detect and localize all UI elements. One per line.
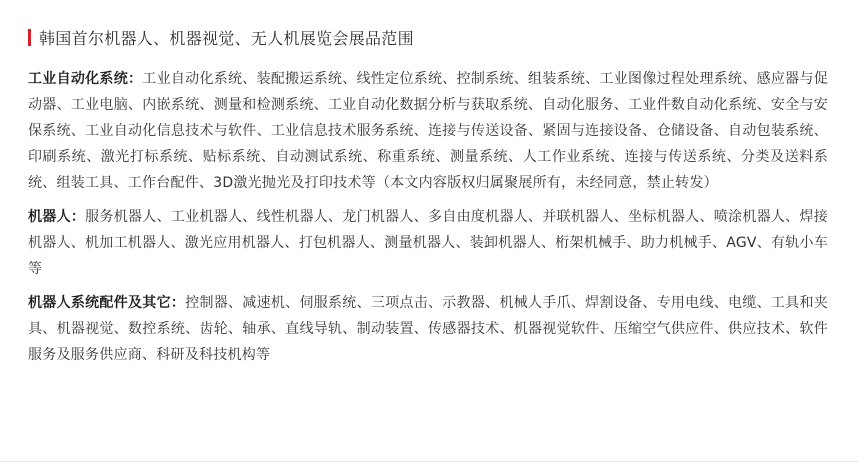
category-label: 机器人： [28,209,86,225]
category-label: 工业自动化系统： [28,71,143,87]
category-label: 机器人系统配件及其它： [28,295,186,311]
category-robots [28,204,828,282]
category-items: 控制器、减速机、伺服系统、三项点击、示教器、机械人手爪、焊割设备、专用电线、电缆、工具和夹具、机器视觉、数控系统、齿轮、轴承、直线导轨、制动装置、传感器技术、机器视觉软件、压缩空气供应件、供应技术、软件服务及服务供应商、科研及科技机构等 [28,295,829,363]
title-accent-bar [28,29,31,46]
page-title: 韩国首尔机器人、机器视觉、无人机展览会展品范围 [39,28,414,48]
category-robot-accessories [28,290,828,368]
category-items: 工业自动化系统、装配搬运系统、线性定位系统、控制系统、组装系统、工业图像过程处理系统、感应器与促动器、工业电脑、内嵌系统、测量和检测系统、工业自动化数据分析与获取系统、自动化服务、工业件数自动化系统、安全与安保系统、工业自动化信息技术与软件、工业信息技术服务系统、连接与传送设备、紧固与连接设备、仓储设备、自动包装系统、印刷系统、激光打标系统、贴标系统、自动测试系统、称重系统、测量系统、人工作业系统、连接与传送系统、分类及送料系统、组装工具、工作台配件、3D激光抛光及打印技术等（本文内容版权归属聚展所有，未经同意，禁止转发） [28,71,829,191]
category-industrial-automation [28,66,828,196]
category-items: 服务机器人、工业机器人、线性机器人、龙门机器人、多自由度机器人、并联机器人、坐标机器人、喷涂机器人、焊接机器人、机加工机器人、激光应用机器人、打包机器人、测量机器人、装卸机器人、桁架机械手、助力机械手、AGV、有轨小车等 [28,209,829,277]
section-header [28,24,828,50]
